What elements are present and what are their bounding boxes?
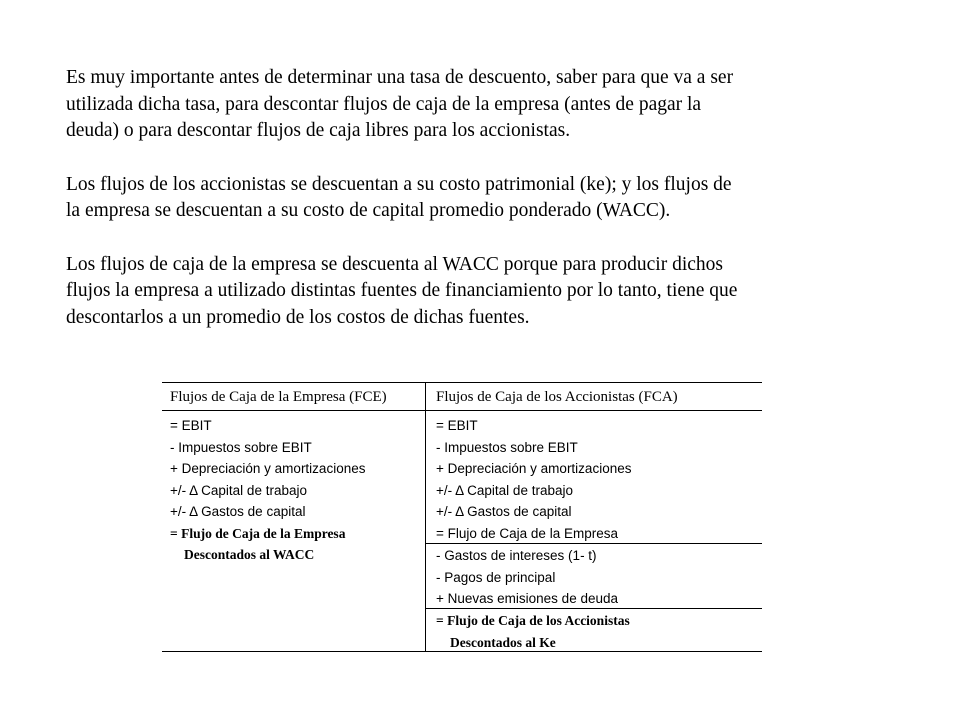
list-item: +/- Δ Capital de trabajo (170, 482, 307, 498)
paragraph-line: la empresa se descuentan a su costo de capital promedio ponderado (WACC). (66, 200, 671, 221)
right-column-header: Flujos de Caja de los Accionistas (FCA) (436, 389, 678, 405)
list-item: +/- Δ Capital de trabajo (436, 482, 573, 498)
list-item: + Nuevas emisiones de deuda (436, 591, 618, 606)
table-top-border (162, 382, 762, 383)
left-column-header: Flujos de Caja de la Empresa (FCE) (170, 389, 387, 405)
paragraph-line: Los flujos de los accionistas se descuentan a su costo patrimonial (ke); y los flujos de (66, 173, 732, 195)
list-item: - Impuestos sobre EBIT (170, 439, 312, 455)
paragraph-line: flujos la empresa a utilizado distintas fuentes de financiamiento por lo tanto, tiene que (66, 280, 738, 301)
cash-flow-table (162, 382, 762, 652)
fce-result-line-2: Descontados al WACC (184, 547, 315, 562)
fce-result-line-1: = Flujo de Caja de la Empresa (170, 525, 346, 541)
paragraph-line: deuda) o para descontar flujos de caja libres para los accionistas. (66, 120, 571, 141)
fca-result-line-1: = Flujo de Caja de los Accionistas (436, 613, 630, 628)
list-item: = Flujo de Caja de la Empresa (436, 525, 618, 541)
intro-text (66, 65, 916, 358)
list-item: - Impuestos sobre EBIT (436, 439, 578, 455)
paragraph-2 (66, 172, 916, 225)
paragraph-line: Los flujos de caja de la empresa se descuenta al WACC porque para producir dichos (66, 253, 724, 275)
paragraph-line: descontarlos a un promedio de los costos de dichas fuentes. (66, 306, 530, 328)
right-debt-items (436, 545, 618, 610)
paragraph-line: utilizada dicha tasa, para descontar flujos de caja de la empresa (antes de pagar la (66, 93, 702, 115)
list-item: = EBIT (436, 418, 478, 433)
paragraph-3 (66, 252, 916, 332)
header-divider (162, 410, 762, 411)
list-item: + Depreciación y amortizaciones (436, 461, 632, 476)
list-item: - Pagos de principal (436, 569, 556, 585)
column-divider (425, 382, 426, 652)
list-item: +/- Δ Gastos de capital (170, 504, 306, 519)
left-items (170, 415, 365, 566)
fca-result-line-2: Descontados al Ke (450, 634, 556, 650)
right-items (436, 415, 631, 544)
list-item: - Gastos de intereses (1- t) (436, 548, 597, 563)
right-result (436, 610, 630, 653)
paragraph-1 (66, 65, 916, 145)
list-item: = EBIT (170, 418, 212, 433)
paragraph-line: Es muy importante antes de determinar una tasa de descuento, saber para que va a ser (66, 67, 734, 88)
list-item: +/- Δ Gastos de capital (436, 504, 572, 519)
list-item: + Depreciación y amortizaciones (170, 461, 366, 476)
